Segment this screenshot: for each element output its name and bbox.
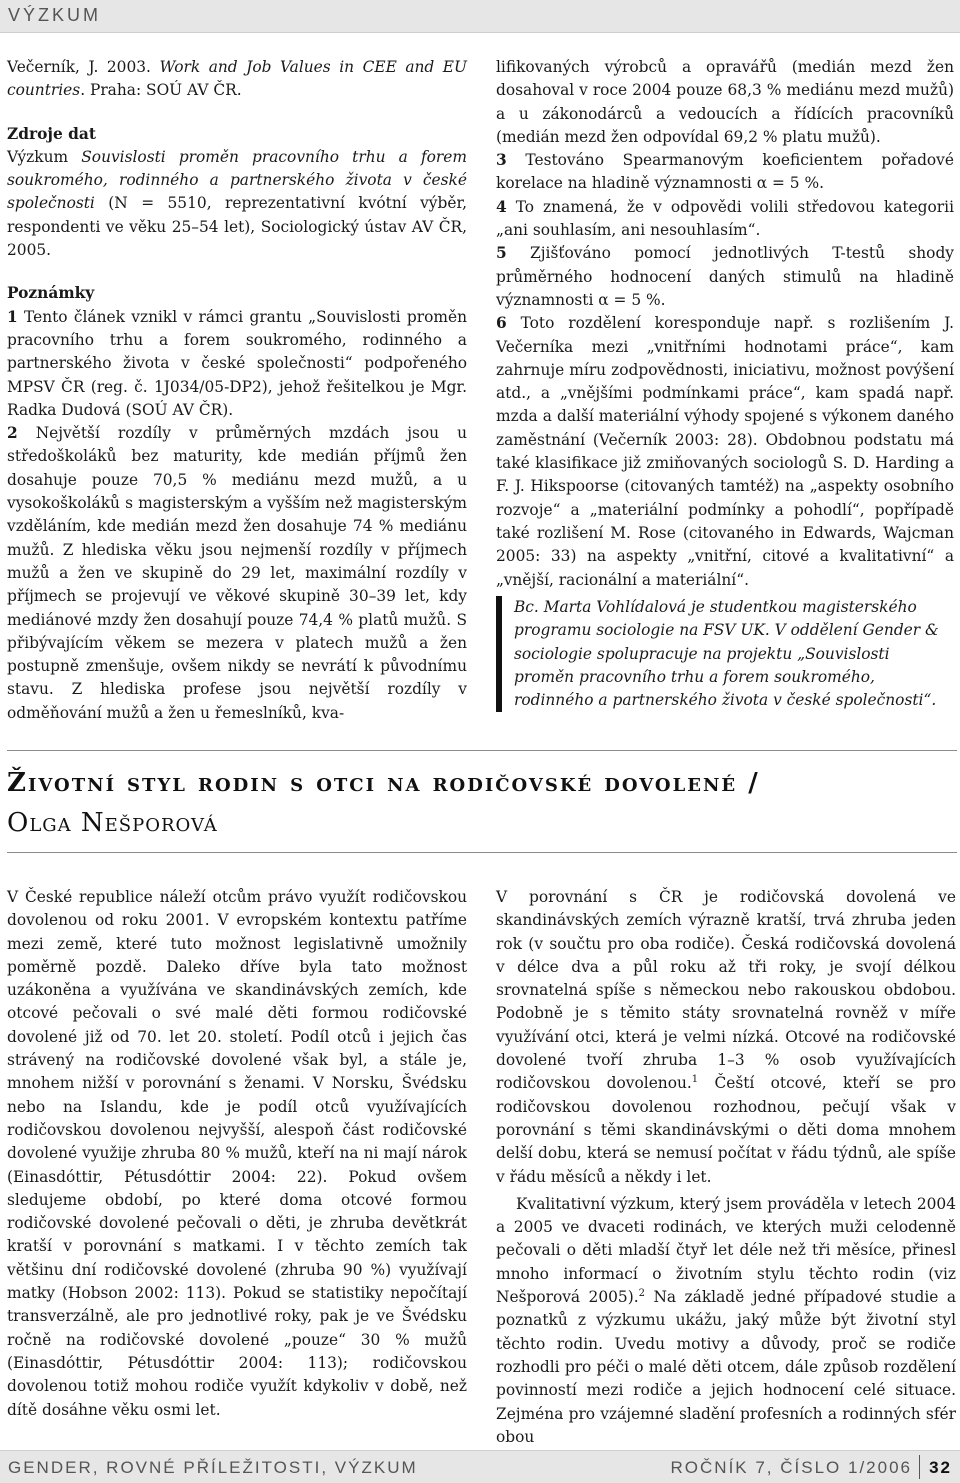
running-footer: [0, 1450, 960, 1483]
body-paragraph: V České republice náleží otcům právo využít rodičovskou dovolenou od roku 2001. V evropském kontextu patříme mezi země, které tuto možnost legislativně umožnily poměrně pozdě. Daleko dříve byla tato možnost uzákoněna a využívána ve skandinávských zemích, kde otcové pečovali o své malé děti formou rodičovské dovolené již od 70. let 20. století. Podíl otců i jejich čas strávený na rodičovské dovolené však byl, a stále je, mnohem nižší v porovnání s ženami. V Norsku, Švédsku nebo na Islandu, kde je podíl otců využívajících rodičovskou dovolenou nejvyšší, alespoň část rodičovské dovolené využije zhruba 80 % mužů, kteří na ni mají nárok (Einasdóttir, Pétusdóttir 2004: 22). Pokud ovšem sledujeme období, po které doma otcové formou rodičovské dovolené pečovali o děti, je zhruba devětkrát kratší v porovnání s matkami. I v těchto zemích tak většinu dní rodičovské dovolené (zhruba 90 %) využívají matky (Hobson 2002: 113). Pokud se statistiky nepočítají transverzálně, ale pro jednotlivé roky, pak je ve Švédsku ročně na rodičovské dovolené „pouze“ 30 % mužů (Einasdóttir, Pétusdóttir 2004: 113); rodičovskou dovolenou totiž mohou rodiče využít kdykoliv v době, než dítě dosáhne věku osmi let.: [7, 888, 467, 1419]
article-title: Životní styl rodin s otci na rodičovské dovolené /: [7, 768, 760, 798]
bottom-right-column: [496, 886, 956, 1446]
note-text: Testováno Spearmanovým koeficientem pořadové korelace na hladině významnosti α = 5 %.: [496, 151, 954, 193]
body-paragraph: [496, 886, 956, 1189]
paragraph-text: Čeští otcové, kteří se pro rodičovskou dovolenou rozhodnou, pečují však v porovnání s těmi skandinávskými o děti doma mnohem delší dobu, která se nemusí počítat v řádu týdnů, ale spíše v řádu měsíců a někdy i let.: [496, 1074, 956, 1186]
footnote-ref: 2: [638, 1287, 645, 1299]
bio-accent-bar: [496, 596, 502, 712]
note-text: To znamená, že v odpovědi volili středovou kategorii „ani souhlasím, ani nesouhlasím“.: [496, 197, 954, 240]
footnote-ref: 1: [691, 1074, 699, 1086]
note-number: 2: [7, 424, 18, 443]
body-paragraph: [496, 1193, 956, 1449]
top-right-column: [496, 56, 954, 589]
top-left-column: [7, 56, 467, 724]
issue-info: ROČNÍK 7, ČÍSLO 1/2006: [670, 1458, 912, 1477]
reference-title: Work and Job Values in CEE and EU countries: [7, 58, 468, 100]
footer-separator: [919, 1455, 920, 1479]
sources-heading-text: Zdroje dat: [7, 124, 96, 143]
notes-heading: [7, 282, 467, 305]
note-2: [7, 422, 467, 725]
note-5: [496, 242, 954, 312]
reference-rest: . Praha: SOÚ AV ČR.: [80, 81, 242, 100]
sources-heading: [7, 123, 467, 146]
note-1: [7, 306, 467, 422]
note-number: 1: [7, 307, 18, 326]
note-text: Tento článek vznikl v rámci grantu „Souvislosti proměn pracovního trhu a forem soukromého, rodinného a partnerského života v české společnosti“ podpořeného MPSV ČR (reg. č. 1J034/05-DP2), jehož řešitelkou je Mgr. Radka Dudová (SOÚ AV ČR).: [7, 307, 467, 419]
running-header: [0, 0, 960, 33]
note-6: [496, 312, 954, 592]
divider-bottom: [7, 852, 957, 853]
note-text: Toto rozdělení koresponduje např. s rozlišením J. Večerníka mezi „vnitřními hodnotami práce“, kam zahrnuje míru zodpovědnosti, iniciativu, možnost povýšení atd., a „vnějšími podmínkami práce“, kam spadá např. mzda a další materiální výhody spojené s výkonem daného zaměstnání (Večerník 2003: 28). Obdobnou podstatu má také klasifikace již zmiňovaných sociologů S. D. Harding a F. J. Hikspoorse (citovaných tamtéž) na „aspekty osobního rozvoje“ a „materiální podmínky a pohodlí“, popřípadě také rozlišení M. Rose (citovaného in Edwards, Wajcman 2005: 33) na aspekty „vnitřní, citové a kvalitativní“ a „vnější, racionální a materiální“.: [496, 314, 954, 589]
sources-title: Souvislosti proměn pracovního trhu a forem soukromého, rodinného a partnerského života v české společnosti: [7, 147, 467, 213]
section-label: VÝZKUM: [8, 5, 102, 25]
page-number: 32: [929, 1458, 952, 1477]
note-number: 3: [496, 151, 507, 170]
bio-text: Bc. Marta Vohlídalová je studentkou magisterského programu sociologie na FSV UK. V oddělení Gender & sociologie spolupracuje na projektu „Souvislosti proměn pracovního trhu a forem soukromého, rodinného a partnerského života v české společnosti“.: [514, 598, 939, 710]
article-author: Olga Nešporová: [7, 808, 218, 838]
note-text: Největší rozdíly v průměrných mzdách jsou u středoškoláků bez maturity, kde medián příjmů žen dosahuje pouze 70,5 % mediánu mezd mužů, a u vysokoškoláků s magisterským a vyšším než magisterským vzděláním, kde medián mezd žen dosahuje 74 % mediánu mužů. Z hlediska věku jsou nejmenší rozdíly v příjmech mužů a žen ve skupině do 29 let, maximální rozdíly v příjmech se projevují ve věkové skupině 30–39 let, kdy mediánové mzdy žen dosahují pouze 74,4 % platů mužů. S přibývajícím věkem se mezera v platech mužů a žen postupně zmenšuje, ovšem nikdy se nevrátí k původnímu stavu. Z hlediska profese jsou největší rozdíly v odměňování mužů a žen u řemeslníků, kva-: [7, 424, 467, 722]
note-text: Zjišťováno pomocí jednotlivých T-testů shody průměrného hodnocení daných stimulů na hladině významnosti α = 5 %.: [496, 244, 954, 309]
paragraph-text: Na základě jedné případové studie a poznatků z výzkumu ukážu, jaký může být životní styl těchto rodin. Uvedu motivy a důvody, proč se rodiče rozhodli pro péči o malé děti otcem, dále způsob rozdělení povinností mezi rodiče a jejich hodnocení celé situace. Zejména pro vzájemné sladění profesních a rodinných sfér obou: [496, 1288, 956, 1446]
sources-prefix: Výzkum: [7, 147, 82, 166]
note-2-continued: lifikovaných výrobců a opravářů (medián mezd žen dosahoval v roce 2004 pouze 68,3 % mediánu mezd mužů) a u zákonodárců a vedoucích a řídících pracovníků (medián mezd žen odpovídal 69,2 % platu mužů).: [496, 58, 954, 146]
bottom-left-column: [7, 886, 467, 1430]
reference-entry: [7, 56, 467, 103]
note-number: 4: [496, 197, 507, 216]
notes-heading-text: Poznámky: [7, 284, 95, 303]
sources-rest: (N = 5510, reprezentativní kvótní výběr, respondenti ve věku 25–54 let), Sociologický ústav AV ČR, 2005.: [7, 194, 467, 260]
note-3: [496, 149, 954, 196]
reference-author: Večerník, J. 2003.: [7, 58, 160, 76]
journal-name: GENDER, ROVNÉ PŘÍLEŽITOSTI, VÝZKUM: [8, 1458, 418, 1477]
note-number: 6: [496, 314, 507, 333]
sources-paragraph: [7, 146, 467, 262]
note-4: [496, 196, 954, 243]
note-number: 5: [496, 244, 507, 263]
paragraph-text: V porovnání s ČR je rodičovská dovolená ve skandinávských zemích výrazně kratší, trvá zhruba jeden rok (v součtu pro oba rodiče). Česká rodičovská dovolená v délce dva a půl roku až tři roky, je svojí délkou srovnatelná spíše s německou nebo rakouskou obdobou. Podobně je s těmito státy srovnatelná rovněž v míře využívání otci, která je velmi nízká. Otcové na rodičovské dovolené tvoří zhruba 1–3 % osob využívajících rodičovskou dovolenou.: [496, 888, 956, 1093]
paragraph-text: Kvalitativní výzkum, který jsem prováděla v letech 2004 a 2005 ve dvaceti rodinách, ve kterých muži celodenně pečovali o děti mladší čtyř let déle než tři měsíce, přinesl mnoho informací o životním stylu těchto rodin (viz Nešporová 2005).: [496, 1194, 956, 1307]
divider-top: [7, 750, 957, 751]
author-bio: [496, 596, 954, 716]
